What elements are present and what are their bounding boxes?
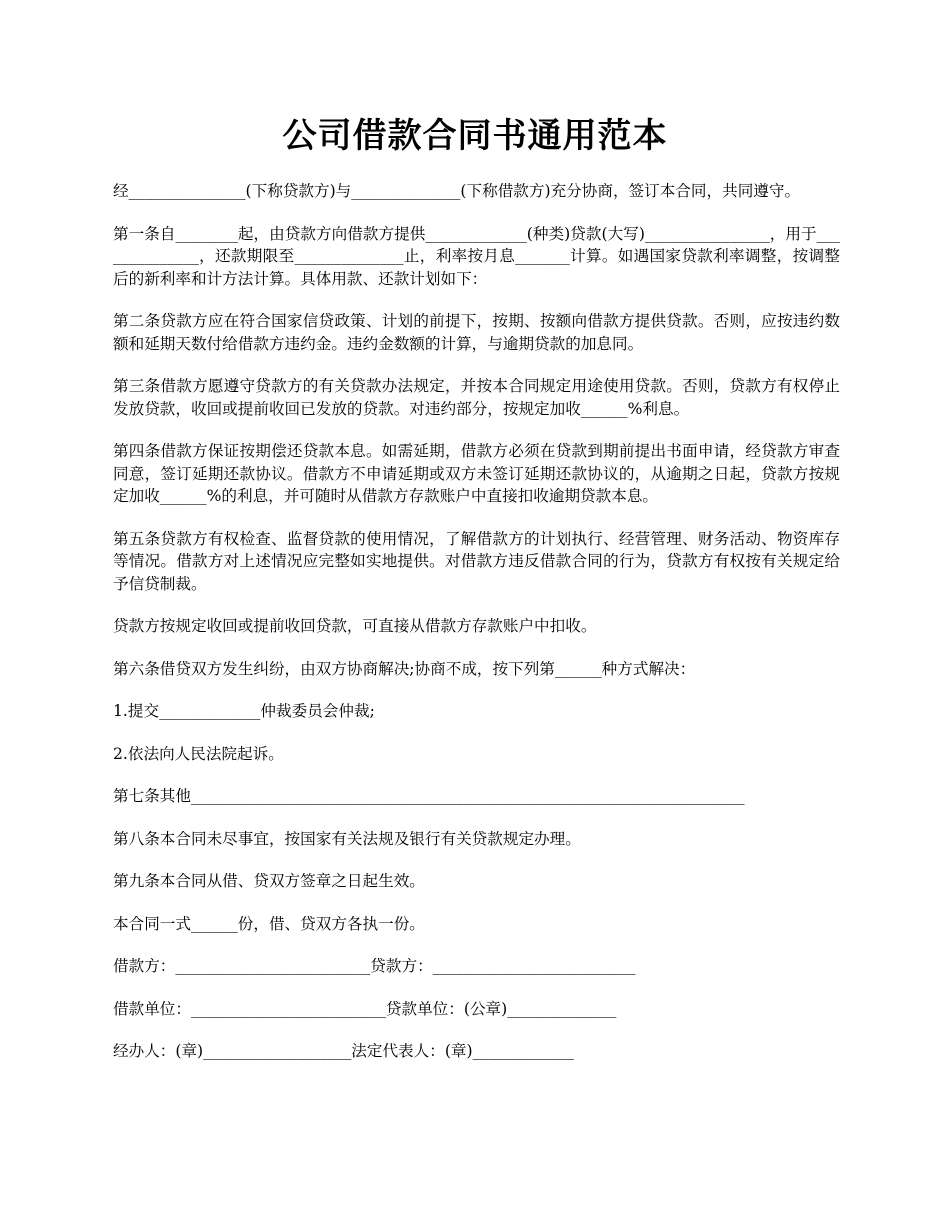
signature-line-parties: 借款方：_________________________贷款方：__________________________ bbox=[113, 957, 636, 975]
paragraph-article-1: 第一条自________起，由贷款方向借款方提供_____________(种类)贷款(大写)________________，用于______________，还款期限至______________止，利率按月息_______计算。如遇国家贷款利率调整，按调整后的新利率和计方法计算。具体用款、还款计划如下： bbox=[113, 224, 840, 288]
paragraph-article-3: 第三条借款方愿遵守贷款方的有关贷款办法规定，并按本合同规定用途使用贷款。否则，贷款方有权停止发放贷款，收回或提前收回已发放的贷款。对违约部分，按规定加收______%利息。 bbox=[113, 377, 840, 418]
paragraph-article-4: 第四条借款方保证按期偿还贷款本息。如需延期，借款方必须在贷款到期前提出书面申请，经贷款方审查同意，签订延期还款协议。借款方不申请延期或双方未签订延期还款协议的，从逾期之日起，贷款方按规定加收______%的利息，并可随时从借款方存款账户中直接扣收逾期贷款本息。 bbox=[113, 442, 840, 505]
document-body bbox=[113, 180, 840, 1083]
paragraph-article-6: 第六条借贷双方发生纠纷，由双方协商解决;协商不成，按下列第______种方式解决： bbox=[113, 659, 696, 678]
paragraph-copies: 本合同一式______份，借、贷双方各执一份。 bbox=[113, 914, 425, 933]
signature-line-representatives: 经办人：(章)___________________法定代表人：(章)_____________ bbox=[113, 1042, 574, 1060]
signature-line-units: 借款单位：_________________________贷款单位：(公章)______________ bbox=[113, 999, 617, 1018]
paragraph-article-2: 第二条贷款方应在符合国家信贷政策、计划的前提下，按期、按额向借款方提供贷款。否则，应按违约数额和延期天数付给借款方违约金。违约金数额的计算，与逾期贷款的加息同。 bbox=[113, 312, 840, 353]
paragraph-article-8: 第八条本合同未尽事宜，按国家有关法规及银行有关贷款规定办理。 bbox=[113, 829, 581, 848]
paragraph-option-2: 2.依法向人民法院起诉。 bbox=[113, 744, 284, 763]
paragraph-option-1: 1.提交_____________仲裁委员会仲裁; bbox=[113, 702, 375, 720]
paragraph-preamble: 经_______________(下称贷款方)与______________(下称借款方)充分协商，签订本合同，共同遵守。 bbox=[113, 182, 801, 200]
paragraph-article-9: 第九条本合同从借、贷双方签章之日起生效。 bbox=[113, 872, 425, 890]
paragraph-article-7: 第七条其他_______________________________________________________________________ bbox=[113, 787, 745, 805]
document-title: 公司借款合同书通用范本 bbox=[282, 116, 668, 156]
paragraph-article-5: 第五条贷款方有权检查、监督贷款的使用情况，了解借款方的计划执行、经营管理、财务活动、物资库存等情况。借款方对上述情况应完整如实地提供。对借款方违反借款合同的行为，贷款方有权按有关规定给予信贷制裁。 bbox=[113, 529, 840, 593]
paragraph-article-5-note: 贷款方按规定收回或提前收回贷款，可直接从借款方存款账户中扣收。 bbox=[113, 617, 597, 635]
